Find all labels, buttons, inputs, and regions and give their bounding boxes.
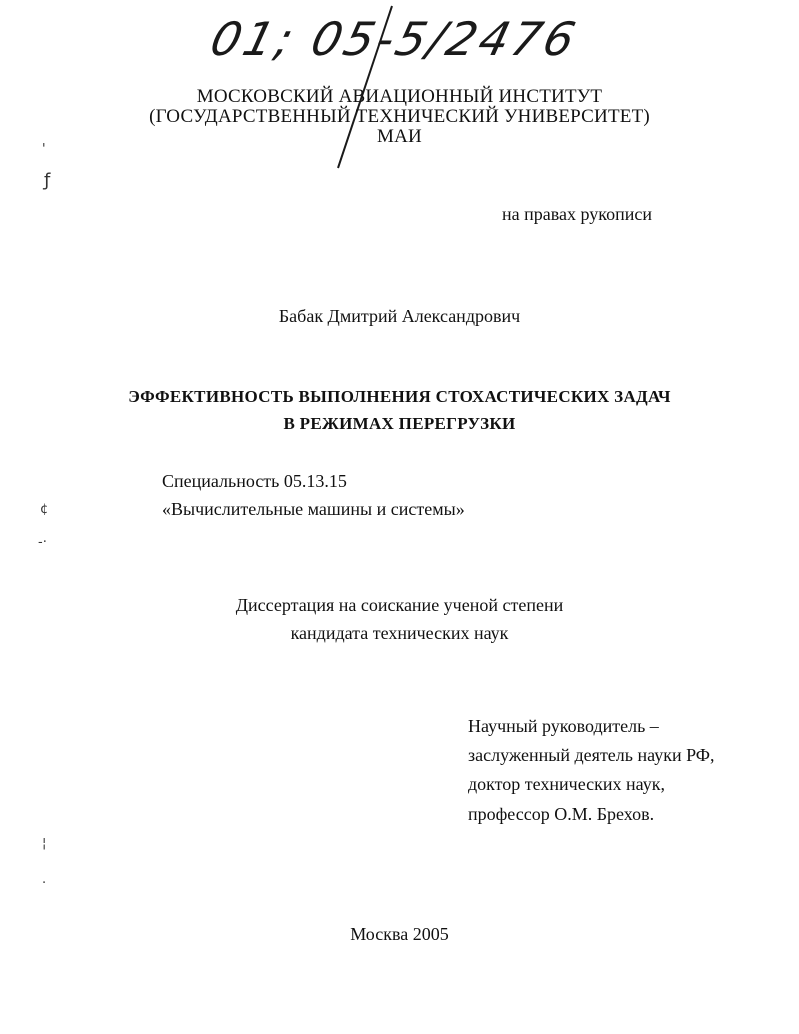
supervisor-line4: профессор О.М. Брехов. [468, 804, 655, 824]
institution-abbreviation: МАИ [377, 126, 422, 147]
institution-name: МОСКОВСКИЙ АВИАЦИОННЫЙ ИНСТИТУТ [196, 86, 603, 107]
author-name: Бабак Дмитрий Александрович [278, 306, 521, 326]
degree-statement-line1: Диссертация на соискание ученой степени [235, 595, 564, 615]
specialty-name: «Вычислительные машины и системы» [162, 499, 465, 519]
scan-speck: -· [38, 535, 47, 550]
place-and-year: Москва 2005 [350, 924, 449, 944]
scan-speck: ƒ [44, 170, 51, 191]
institution-status: (ГОСУДАРСТВЕННЫЙ ТЕХНИЧЕСКИЙ УНИВЕРСИТЕТ) [149, 106, 650, 127]
supervisor-line1: Научный руководитель – [468, 716, 659, 736]
supervisor-line2: заслуженный деятель науки РФ, [468, 745, 715, 765]
scan-speck: · [42, 876, 47, 891]
degree-statement-line2: кандидата технических наук [290, 623, 509, 643]
handwritten-catalog-code: 01; 05-5/2476 [205, 12, 584, 66]
supervisor-line3: доктор технических наук, [468, 774, 665, 794]
scan-speck: ¦ [42, 836, 47, 851]
specialty-code: Специальность 05.13.15 [162, 471, 347, 491]
scan-speck: ¢ [40, 502, 49, 517]
scan-speck: ' [42, 142, 46, 157]
dissertation-title-line2: В РЕЖИМАХ ПЕРЕГРУЗКИ [283, 414, 516, 433]
manuscript-rights-note: на правах рукописи [502, 204, 652, 224]
dissertation-title-line1: ЭФФЕКТИВНОСТЬ ВЫПОЛНЕНИЯ СТОХАСТИЧЕСКИХ ЗАДАЧ [128, 387, 671, 406]
